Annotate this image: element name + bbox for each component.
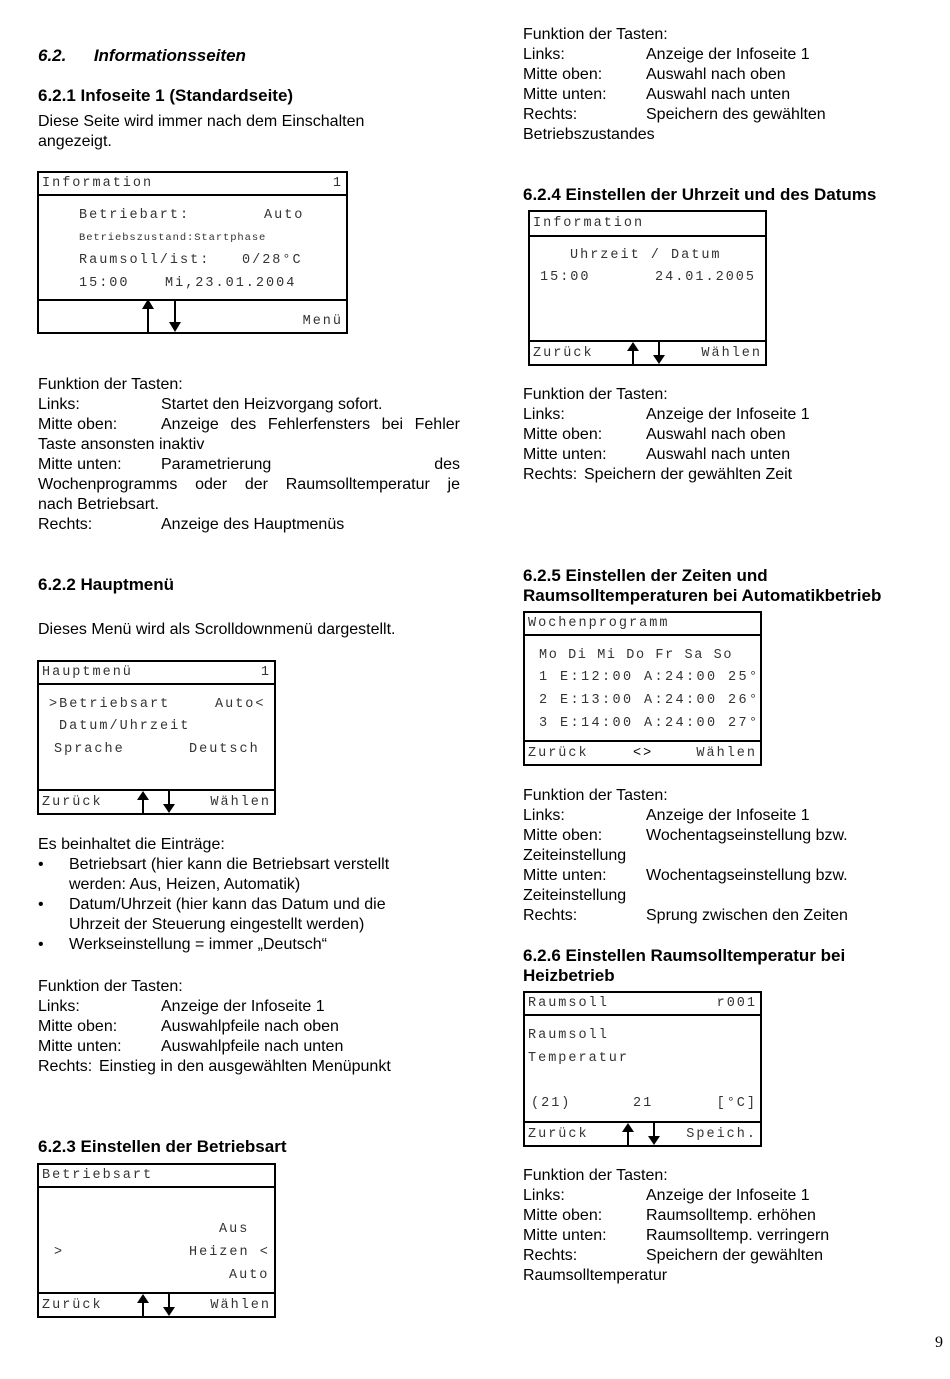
lcd-left-key[interactable]: Zurück — [42, 795, 103, 810]
intro-line: Diese Seite wird immer nach dem Einschalten — [38, 113, 365, 130]
lcd-raumsoll-label: Raumsoll — [528, 1028, 609, 1043]
key-links: Links: Anzeige der Infoseite 1 — [523, 1187, 810, 1204]
key-desc-cont: Raumsolltemperatur — [523, 1267, 668, 1284]
arrow-up-icon[interactable] — [142, 299, 154, 332]
key-rechts: Rechts: Speichern des gewählten — [523, 106, 826, 123]
heading-6-2-2: 6.2.2 Hauptmenü — [38, 575, 175, 594]
intro-6-2-1 — [38, 112, 364, 152]
key-rechts: Rechts: Speichern der gewählten Zeit — [523, 466, 793, 483]
keys-6-2-2 — [38, 977, 460, 1077]
lcd-uhrzeit-datum — [528, 210, 767, 366]
entries-title: Es beinhaltet die Einträge: — [38, 836, 225, 853]
key-mitte-oben: Mitte oben: Raumsolltemp. erhöhen — [523, 1207, 816, 1224]
heading-6-2-5: 6.2.5 Einstellen der Zeiten und Raumsolltemperaturen bei Automatikbetrieb — [523, 566, 882, 605]
lcd-divider — [525, 634, 760, 636]
lcd-divider — [39, 683, 274, 685]
lcd-hauptmenu — [37, 660, 276, 815]
arrow-down-icon[interactable] — [648, 1123, 660, 1145]
key-links: Links: Anzeige der Infoseite 1 — [523, 406, 810, 423]
lcd-divider — [525, 740, 760, 742]
lcd-left-key[interactable]: Zurück — [533, 346, 594, 361]
heading-6-2-3: 6.2.3 Einstellen der Betriebsart — [38, 1137, 287, 1156]
lcd-divider — [530, 340, 765, 342]
lcd-right-key[interactable]: Wählen — [210, 1298, 271, 1313]
lcd-divider — [525, 1121, 760, 1123]
section-title: Informationsseiten — [93, 46, 246, 65]
keys-title: Funktion der Tasten: — [523, 1167, 668, 1184]
key-desc: Startet den Heizvorgang sofort. — [161, 396, 383, 413]
keys-6-2-6 — [523, 1166, 923, 1286]
lcd-right-key[interactable]: Menü — [302, 314, 343, 329]
lcd-left-key[interactable]: Zurück — [528, 1127, 589, 1142]
key-mitte-unten: Mitte unten: Auswahl nach unten — [523, 446, 791, 463]
lcd-title: Raumsoll — [528, 996, 609, 1011]
menu-item-sprache[interactable]: Sprache — [54, 742, 125, 757]
key-desc-cont: Taste ansonsten inaktiv — [38, 436, 205, 453]
key-links — [38, 395, 460, 415]
key-desc-cont: Betriebszustandes — [523, 126, 655, 143]
list-item: • Datum/Uhrzeit (hier kann das Datum und die Uhrzeit der Steuerung eingestellt werden) — [38, 895, 458, 935]
lcd-time[interactable]: 15:00 — [540, 270, 591, 285]
page-number: 9 — [935, 1334, 943, 1351]
lcd-page: 1 — [332, 176, 343, 191]
lcd-raumsoll — [523, 991, 762, 1147]
lcd-right-key[interactable]: Wählen — [210, 795, 271, 810]
lcd-temperatur-label: Temperatur — [528, 1051, 630, 1066]
key-desc-cont: Zeiteinstellung — [523, 887, 627, 904]
arrow-up-icon[interactable] — [137, 1294, 149, 1316]
lcd-weekdays[interactable]: Mo Di Mi Do Fr Sa So — [539, 648, 734, 663]
arrow-down-icon[interactable] — [163, 791, 175, 813]
key-rechts: Rechts: Einstieg in den ausgewählten Menüpunkt — [38, 1058, 391, 1075]
selection-marker: > — [54, 1245, 65, 1260]
lcd-left-key[interactable]: Zurück — [42, 1298, 103, 1313]
lcd-time: 15:00 — [79, 276, 130, 291]
key-mitte-unten: Mitte unten: Auswahlpfeile nach unten — [38, 1038, 344, 1055]
lcd-divider — [39, 789, 274, 791]
lcd-title: Wochenprogramm — [528, 616, 670, 631]
lcd-divider — [530, 235, 765, 237]
key-links: Links: Anzeige der Infoseite 1 — [523, 807, 810, 824]
key-rechts: Rechts: Speichern der gewählten — [523, 1247, 824, 1264]
keys-title: Funktion der Tasten: — [523, 26, 668, 43]
list-item: • Werkseinstellung = immer „Deutsch“ — [38, 935, 458, 955]
lcd-divider — [39, 299, 346, 301]
keys-title: Funktion der Tasten: — [523, 787, 668, 804]
lcd-code: r001 — [716, 996, 757, 1011]
arrow-down-icon[interactable] — [653, 342, 665, 364]
arrow-up-icon[interactable] — [627, 342, 639, 364]
key-mitte-unten: Mitte unten: Auswahl nach unten — [523, 86, 791, 103]
lcd-title: Hauptmenü — [42, 665, 133, 680]
lcd-date: Mi,23.01.2004 — [165, 276, 297, 291]
lcd-program-row[interactable]: 2 E:13:00 A:24:00 26° — [539, 693, 760, 708]
key-mitte-oben: Mitte oben: Wochentagseinstellung bzw. — [523, 827, 848, 844]
key-mitte-oben: Mitte oben: Auswahl nach oben — [523, 66, 786, 83]
lcd-betriebsart-label: Betriebart: — [79, 208, 191, 223]
lcd-unit: [°C] — [716, 1096, 757, 1111]
lcd-page: 1 — [260, 665, 271, 680]
key-mitte-unten: Mitte unten: Wochentagseinstellung bzw. — [523, 867, 848, 884]
lcd-betriebsart — [37, 1163, 276, 1318]
lcd-divider — [39, 1292, 274, 1294]
arrow-down-icon[interactable] — [163, 1294, 175, 1316]
key-mitte-oben: Mitte oben: Auswahl nach oben — [523, 426, 786, 443]
heading-6-2-4: 6.2.4 Einstellen der Uhrzeit und des Datums — [523, 185, 877, 204]
lcd-divider — [39, 194, 346, 196]
menu-item-sprache-value: Deutsch — [189, 742, 260, 757]
arrow-up-icon[interactable] — [622, 1123, 634, 1145]
lcd-previous-value: (21) — [531, 1096, 572, 1111]
lcd-infoseite-1 — [37, 171, 348, 334]
arrow-down-icon[interactable] — [169, 299, 181, 332]
arrow-up-icon[interactable] — [137, 791, 149, 813]
lcd-date[interactable]: 24.01.2005 — [655, 270, 757, 285]
lcd-betriebszustand: Betriebszustand:Startphase — [79, 232, 267, 244]
list-item: • Betriebsart (hier kann die Betriebsart verstellt werden: Aus, Heizen, Automatik) — [38, 855, 458, 895]
key-desc: Parametrierung des — [161, 456, 460, 473]
key-mitte-oben — [38, 415, 460, 435]
entries-6-2-2 — [38, 835, 458, 955]
lcd-raumsoll-label: Raumsoll/ist: — [79, 253, 211, 268]
key-label: Mitte unten: — [38, 456, 122, 473]
lcd-title: Betriebsart — [42, 1168, 154, 1183]
key-rechts — [38, 515, 460, 535]
section-6-2-heading — [38, 46, 246, 66]
keys-6-2-3 — [523, 25, 923, 145]
lcd-betriebsart-value: Auto — [264, 208, 305, 223]
key-links: Links: Anzeige der Infoseite 1 — [523, 46, 810, 63]
lcd-right-key[interactable]: Wählen — [696, 746, 757, 761]
option-aus[interactable]: Aus — [219, 1222, 250, 1237]
lcd-program-row[interactable]: 3 E:14:00 A:24:00 27° — [539, 716, 760, 731]
option-auto[interactable]: Auto — [229, 1268, 270, 1283]
key-label: Links: — [38, 396, 80, 413]
key-desc-cont: Zeiteinstellung — [523, 847, 627, 864]
key-mitte-unten — [38, 455, 460, 475]
keys-title: Funktion der Tasten: — [38, 376, 183, 393]
key-rechts: Rechts: Sprung zwischen den Zeiten — [523, 907, 848, 924]
key-desc-cont: Wochenprogramms oder der Raumsolltemperatur je — [38, 476, 460, 493]
menu-item-betriebsart[interactable]: >Betriebsart — [49, 697, 171, 712]
key-mitte-oben: Mitte oben: Auswahlpfeile nach oben — [38, 1018, 339, 1035]
lcd-divider — [525, 1014, 760, 1016]
heading-6-2-1: 6.2.1 Infoseite 1 (Standardseite) — [38, 86, 294, 105]
key-links: Links: Anzeige der Infoseite 1 — [38, 998, 325, 1015]
lcd-divider — [39, 1186, 274, 1188]
lcd-raumsoll-value: 0/28°C — [242, 253, 303, 268]
lcd-right-key[interactable]: Speich. — [686, 1127, 757, 1142]
intro-6-2-2: Dieses Menü wird als Scrolldownmenü dargestellt. — [38, 621, 396, 638]
menu-item-datum-uhrzeit[interactable]: Datum/Uhrzeit — [59, 719, 191, 734]
key-desc: Anzeige des Fehlerfensters bei Fehler — [161, 416, 460, 433]
keys-title: Funktion der Tasten: — [523, 386, 668, 403]
lcd-program-row[interactable]: 1 E:12:00 A:24:00 25° — [539, 670, 760, 685]
key-desc-cont: nach Betriebsart. — [38, 496, 159, 513]
lcd-mid-key[interactable]: <> — [633, 746, 654, 761]
option-heizen[interactable]: Heizen < — [189, 1245, 270, 1260]
keys-6-2-1 — [38, 375, 460, 535]
key-mitte-unten: Mitte unten: Raumsolltemp. verringern — [523, 1227, 830, 1244]
keys-title: Funktion der Tasten: — [38, 978, 183, 995]
lcd-wochenprogramm — [523, 611, 762, 766]
lcd-left-key[interactable]: Zurück — [528, 746, 589, 761]
lcd-right-key[interactable]: Wählen — [701, 346, 762, 361]
heading-6-2-6: 6.2.6 Einstellen Raumsolltemperatur bei Heizbetrieb — [523, 946, 846, 985]
lcd-current-value[interactable]: 21 — [633, 1096, 654, 1111]
lcd-uhrzeit-datum-label: Uhrzeit / Datum — [570, 248, 722, 263]
intro-line: angezeigt. — [38, 133, 112, 150]
keys-6-2-4 — [523, 385, 923, 485]
lcd-title: Information — [42, 176, 154, 191]
key-desc: Anzeige des Hauptmenüs — [161, 516, 345, 533]
key-label: Mitte oben: — [38, 416, 118, 433]
key-label: Rechts: — [38, 516, 93, 533]
entries-list — [38, 855, 458, 955]
keys-6-2-5 — [523, 786, 923, 926]
menu-item-betriebsart-value: Auto< — [215, 697, 266, 712]
lcd-title: Information — [533, 216, 645, 231]
section-number: 6.2. — [38, 46, 67, 65]
